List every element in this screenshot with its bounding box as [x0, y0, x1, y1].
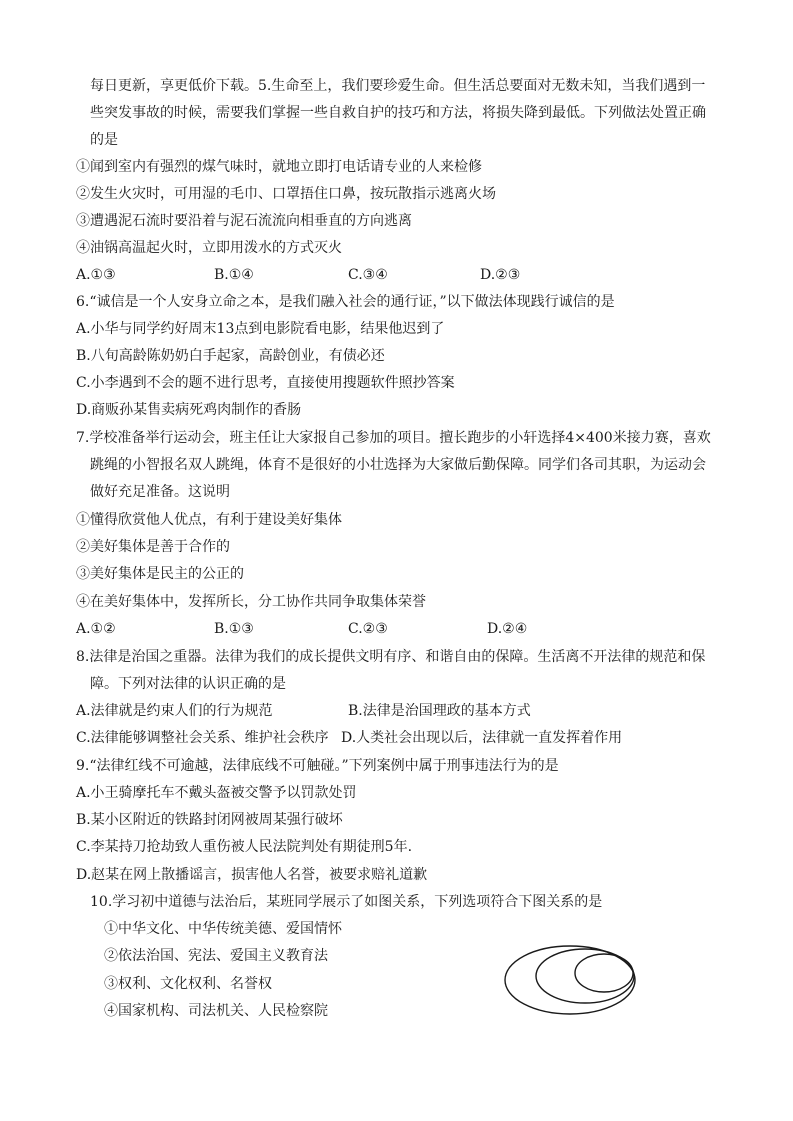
q5-option-d: D.②③ — [480, 267, 521, 283]
q5-option-c: C.③④ — [348, 267, 388, 283]
q7-options — [76, 620, 716, 638]
q5-item-4: ④油锅高温起火时，立即用泼水的方式灭火 — [76, 240, 342, 256]
q10-stem: 10.学习初中道德与法治后，某班同学展示了如图关系，下列选项符合下图关系的是 — [90, 894, 603, 910]
q5-stem-line-3: 的是 — [90, 132, 118, 148]
q8-choice-a: A.法律就是约束人们的行为规范 — [76, 703, 273, 719]
q5-option-b: B.①④ — [214, 267, 254, 283]
q7-stem-line-2: 跳绳的小智报名双人跳绳，体育不是很好的小壮选择为大家做后勤保障。同学们各司其职，为运动会 — [90, 457, 706, 473]
q5-option-a: A.①③ — [76, 267, 116, 283]
q7-option-d: D.②④ — [487, 621, 528, 637]
q6-choice-a: A.小华与同学约好周末13点到电影院看电影，结果他迟到了 — [76, 321, 445, 337]
q5-item-2: ②发生火灾时，可用湿的毛巾、口罩捂住口鼻，按玩散指示逃离火场 — [76, 186, 496, 202]
q10-item-2: ②依法治国、宪法、爱国主义教育法 — [104, 948, 328, 964]
q6-choice-c: C.小李遇到不会的题不进行思考，直接使用搜题软件照抄答案 — [76, 375, 455, 391]
q9-choice-b: B.某小区附近的铁路封闭网被周某强行破坏 — [76, 812, 343, 828]
q7-stem-line-3: 做好充足准备。这说明 — [90, 484, 230, 500]
q7-option-c: C.②③ — [348, 621, 388, 637]
q6-stem: 6.“诚信是一个人安身立命之本，是我们融入社会的通行证，”以下做法体现践行诚信的是 — [76, 294, 615, 310]
q8-choice-d: D.人类社会出现以后，法律就一直发挥着作用 — [341, 730, 623, 746]
q10-item-4: ④国家机构、司法机关、人民检察院 — [104, 1003, 328, 1019]
q9-choice-c: C.李某持刀抢劫致人重伤被人民法院判处有期徒刑5年. — [76, 839, 413, 855]
q9-choice-a: A.小王骑摩托车不戴头盔被交警予以罚款处罚 — [76, 785, 357, 801]
q9-stem: 9.“法律红线不可逾越，法律底线不可触碰。”下列案例中属于刑事违法行为的是 — [76, 758, 559, 774]
q5-item-1: ①闻到室内有强烈的煤气味时，就地立即打电话请专业的人来检修 — [76, 159, 482, 175]
q5-options — [76, 266, 716, 284]
q8-stem-line-1: 8.法律是治国之重器。法律为我们的成长提供文明有序、和谐自由的保障。生活离不开法律的规范和保 — [76, 649, 706, 665]
nested-ellipses-diagram — [500, 940, 645, 1020]
q7-item-1: ①懂得欣赏他人优点，有利于建设美好集体 — [76, 512, 342, 528]
q10-item-1: ①中华文化、中华传统美德、爱国情怀 — [104, 921, 342, 937]
q8-stem-line-2: 障。下列对法律的认识正确的是 — [90, 676, 286, 692]
q5-item-3: ③遭遇泥石流时要沿着与泥石流流向相垂直的方向逃离 — [76, 213, 412, 229]
q6-choice-b: B.八旬高龄陈奶奶白手起家，高龄创业，有债必还 — [76, 348, 385, 364]
q7-option-b: B.①③ — [214, 621, 254, 637]
q6-choice-d: D.商贩孙某售卖病死鸡肉制作的香肠 — [76, 402, 302, 418]
q8-choice-c: C.法律能够调整社会关系、维护社会秩序 — [76, 730, 329, 746]
inner-ellipse — [575, 954, 633, 992]
q5-stem-line-2: 些突发事故的时候，需要我们掌握一些自救自护的技巧和方法，将损失降到最低。下列做法处置正确 — [90, 105, 706, 121]
q8-choices-row-1 — [76, 702, 716, 720]
q8-choices-row-2 — [76, 729, 716, 747]
q10-item-3: ③权利、文化权利、名誉权 — [104, 976, 272, 992]
q8-choice-b: B.法律是治国理政的基本方式 — [348, 703, 531, 719]
q5-stem-line-1: 每日更新，享更低价下载。5.生命至上，我们要珍爱生命。但生活总要面对无数未知，当我们遇到一 — [90, 78, 706, 94]
q7-item-2: ②美好集体是善于合作的 — [76, 539, 230, 555]
q9-choice-d: D.赵某在网上散播谣言，损害他人名誉，被要求赔礼道歉 — [76, 867, 428, 883]
q7-stem-line-1: 7.学校准备举行运动会，班主任让大家报自己参加的项目。擅长跑步的小轩选择4×400米接力赛，喜欢 — [76, 430, 711, 446]
q7-item-4: ④在美好集体中，发挥所长，分工协作共同争取集体荣誉 — [76, 594, 426, 610]
q7-option-a: A.①② — [76, 621, 116, 637]
q7-item-3: ③美好集体是民主的公正的 — [76, 566, 244, 582]
